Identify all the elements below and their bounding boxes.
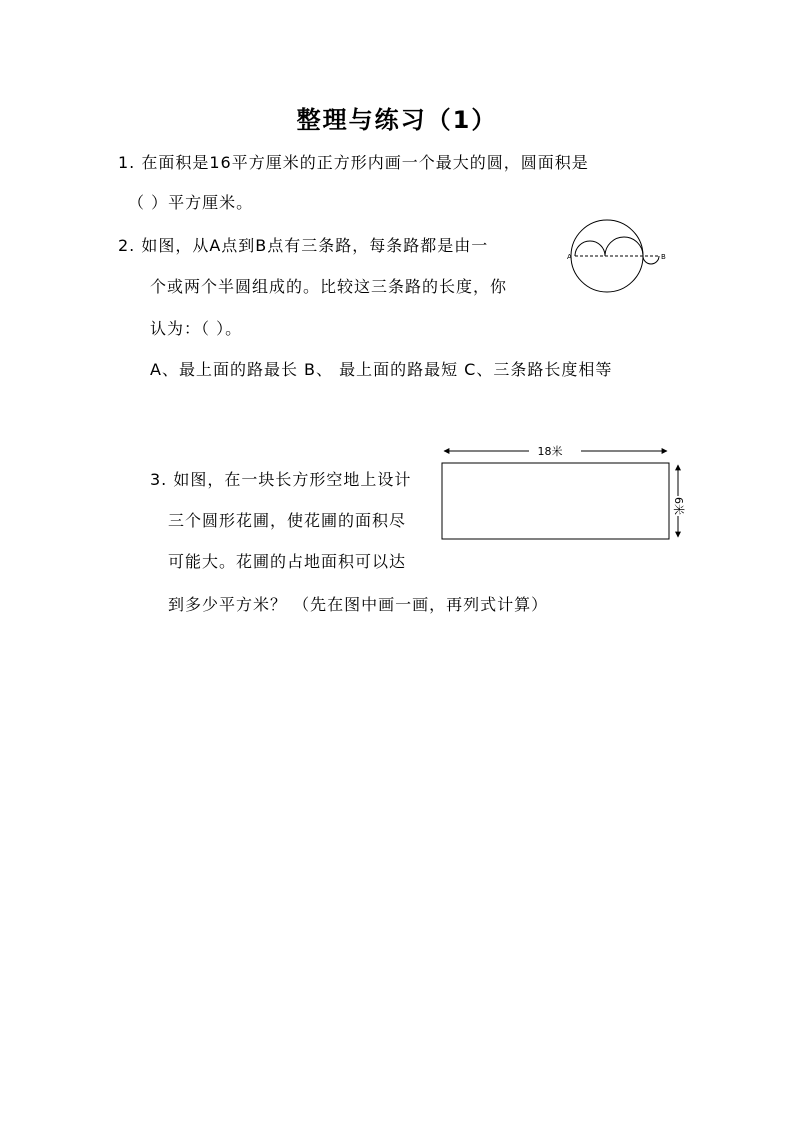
q3-line-1: 3. 如图，在一块长方形空地上设计 — [150, 470, 412, 489]
width-label: 6米 — [672, 497, 685, 515]
q3-line-2: 三个圆形花圃，使花圃的面积尽 — [168, 511, 407, 530]
upper-semicircle-right — [605, 237, 643, 256]
q2-options: A、最上面的路最长 B、 最上面的路最短 C、三条路长度相等 — [150, 360, 613, 379]
point-b-label: B — [661, 253, 666, 261]
lower-small-semicircle — [643, 256, 659, 264]
rectangle-plot-figure — [436, 440, 696, 544]
q3-line-4: 到多少平方米？ （先在图中画一画，再列式计算） — [168, 595, 549, 614]
q2-line-2: 个或两个半圆组成的。比较这三条路的长度，你 — [150, 277, 508, 296]
worksheet-title: 整理与练习（1） — [296, 106, 498, 134]
q1-line-1: 1. 在面积是16平方厘米的正方形内画一个最大的圆，圆面积是 — [118, 153, 589, 172]
length-label: 18米 — [537, 445, 563, 458]
q1-line-2: （ ）平方厘米。 — [128, 193, 254, 212]
rectangular-plot — [442, 463, 669, 539]
upper-semicircle-left — [575, 241, 605, 256]
q2-line-3: 认为：（ ）。 — [150, 319, 243, 338]
semicircle-paths-figure — [565, 212, 665, 294]
q2-line-1: 2. 如图，从A点到B点有三条路，每条路都是由一 — [118, 236, 489, 255]
q3-line-3: 可能大。花圃的占地面积可以达 — [168, 552, 407, 571]
point-a-label: A — [567, 253, 572, 261]
